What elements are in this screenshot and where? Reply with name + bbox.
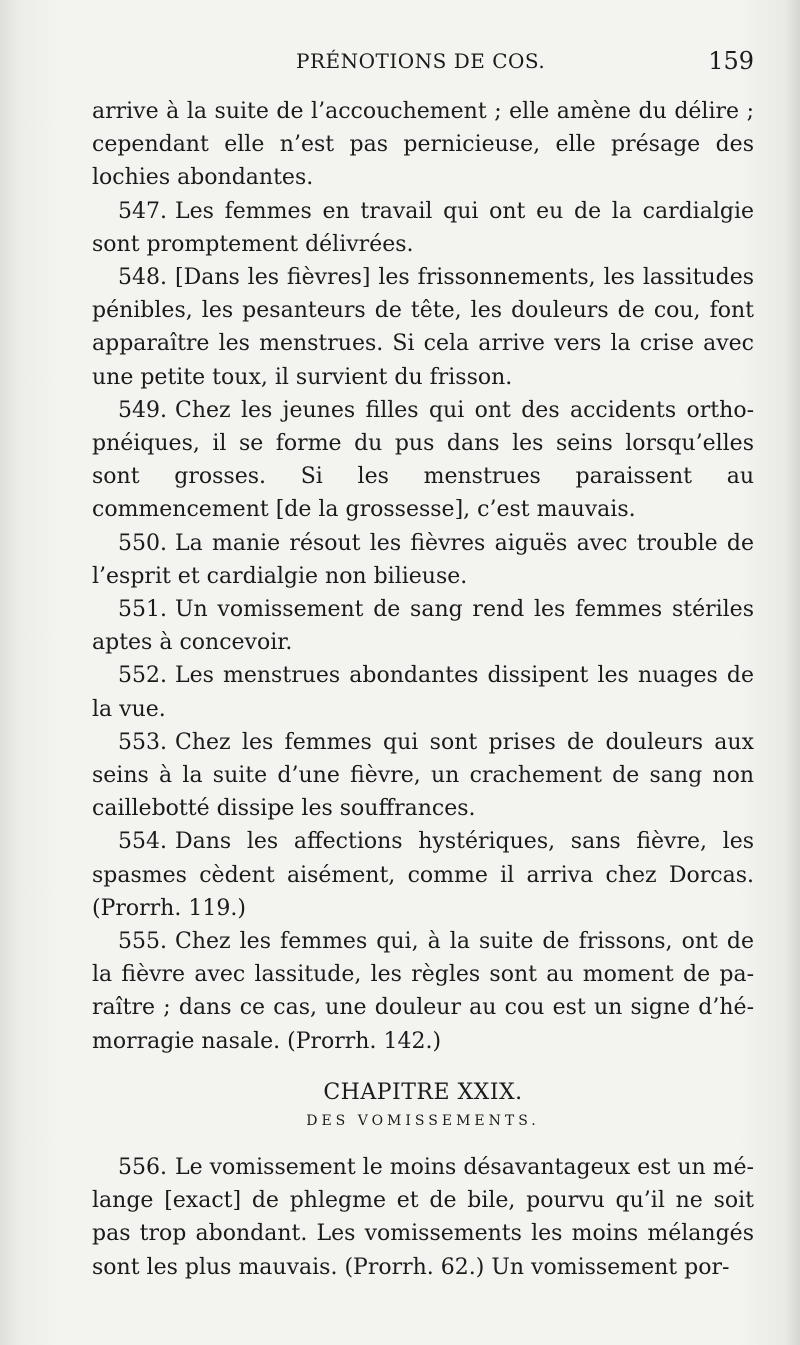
paragraph-551 (92, 593, 754, 659)
chapter-title: CHAPITRE XXIX. (323, 1079, 523, 1105)
paragraph-550 (92, 527, 754, 593)
paragraph-547 (92, 195, 754, 261)
paragraph-text: La manie résout les fièvres aiguës avec trouble de l’esprit et cardialgie non bilieuse. (92, 530, 754, 589)
running-head (92, 45, 754, 87)
paragraph-text: Un vomissement de sang rend les femmes stériles aptes à concevoir. (92, 597, 754, 656)
paragraph-555 (92, 925, 754, 1058)
paragraph-554 (92, 825, 754, 925)
paragraph-number: 551. (118, 597, 167, 623)
running-title: PRÉNOTIONS DE COS. (296, 49, 546, 73)
chapter-subtitle: DES VOMISSEMENTS. (306, 1112, 540, 1129)
paragraph-text: Chez les femmes qui sont prises de douleurs aux seins à la suite d’une fièvre, un crachement de sang non caillebotté dissipe les souffrances. (92, 729, 754, 822)
page-number: 159 (708, 47, 754, 75)
paragraph-text: Les menstrues abondantes dissipent les nuages de la vue. (92, 663, 754, 722)
paragraph-number: 549. (118, 397, 167, 423)
paragraph-number: 553. (118, 729, 167, 755)
paragraph-553 (92, 726, 754, 826)
paragraph-text: Le vomissement le moins désavantageux est un mé- lange [exact] de phlegme et de bile, pourvu qu’il ne soit pas trop abondant. Les vomissements les moins mélangés sont les plus mauvais. (Prorrh. 62.) Un vomissement por- (92, 1154, 754, 1280)
paragraph-text: Dans les affections hystériques, sans fièvre, les spasmes cèdent aisément, comme il arriva chez Dorcas. (Prorrh. 119.) (92, 829, 754, 921)
paragraph-number: 547. (118, 198, 167, 224)
paragraph-continued (92, 95, 754, 195)
paragraph-number: 552. (118, 663, 167, 689)
paragraph-number: 548. (118, 265, 167, 291)
paragraph-number: 555. (118, 929, 167, 955)
paragraph-556 (92, 1151, 754, 1284)
paragraph-552 (92, 659, 754, 725)
paragraph-text: Chez les femmes qui, à la suite de frissons, ont de la fièvre avec lassitude, les règles sont au moment de pa- raître ; dans ce cas, une douleur au cou est un signe d’hé- morragie nasale. (Prorrh. 142.) (92, 929, 754, 1054)
paragraph-number: 554. (118, 829, 167, 855)
paragraph-548 (92, 261, 754, 394)
paragraph-549 (92, 394, 754, 527)
paragraph-text: arrive à la suite de l’accouchement ; elle amène du délire ; cependant elle n’est pas pernicieuse, elle présage des lochies abondantes. (92, 99, 754, 191)
paragraph-text: Les femmes en travail qui ont eu de la cardialgie sont promptement délivrées. (92, 198, 754, 257)
paragraph-number: 550. (118, 530, 167, 556)
paragraph-number: 556. (118, 1154, 167, 1180)
text-block (92, 45, 754, 1284)
paragraph-text: [Dans les fièvres] les frissonnements, les lassitudes pénibles, les pesanteurs de tête, les douleurs de cou, font apparaître les menstrues. Si cela arrive vers la crise avec une petite toux, il survient du frisson. (92, 265, 754, 390)
paragraph-text: Chez les jeunes filles qui ont des accidents ortho- pnéiques, il se forme du pus dans les seins lorsqu’elles sont grosses. Si les menstrues paraissent au commencement [de la grossesse], c’est mauvais. (92, 397, 754, 523)
